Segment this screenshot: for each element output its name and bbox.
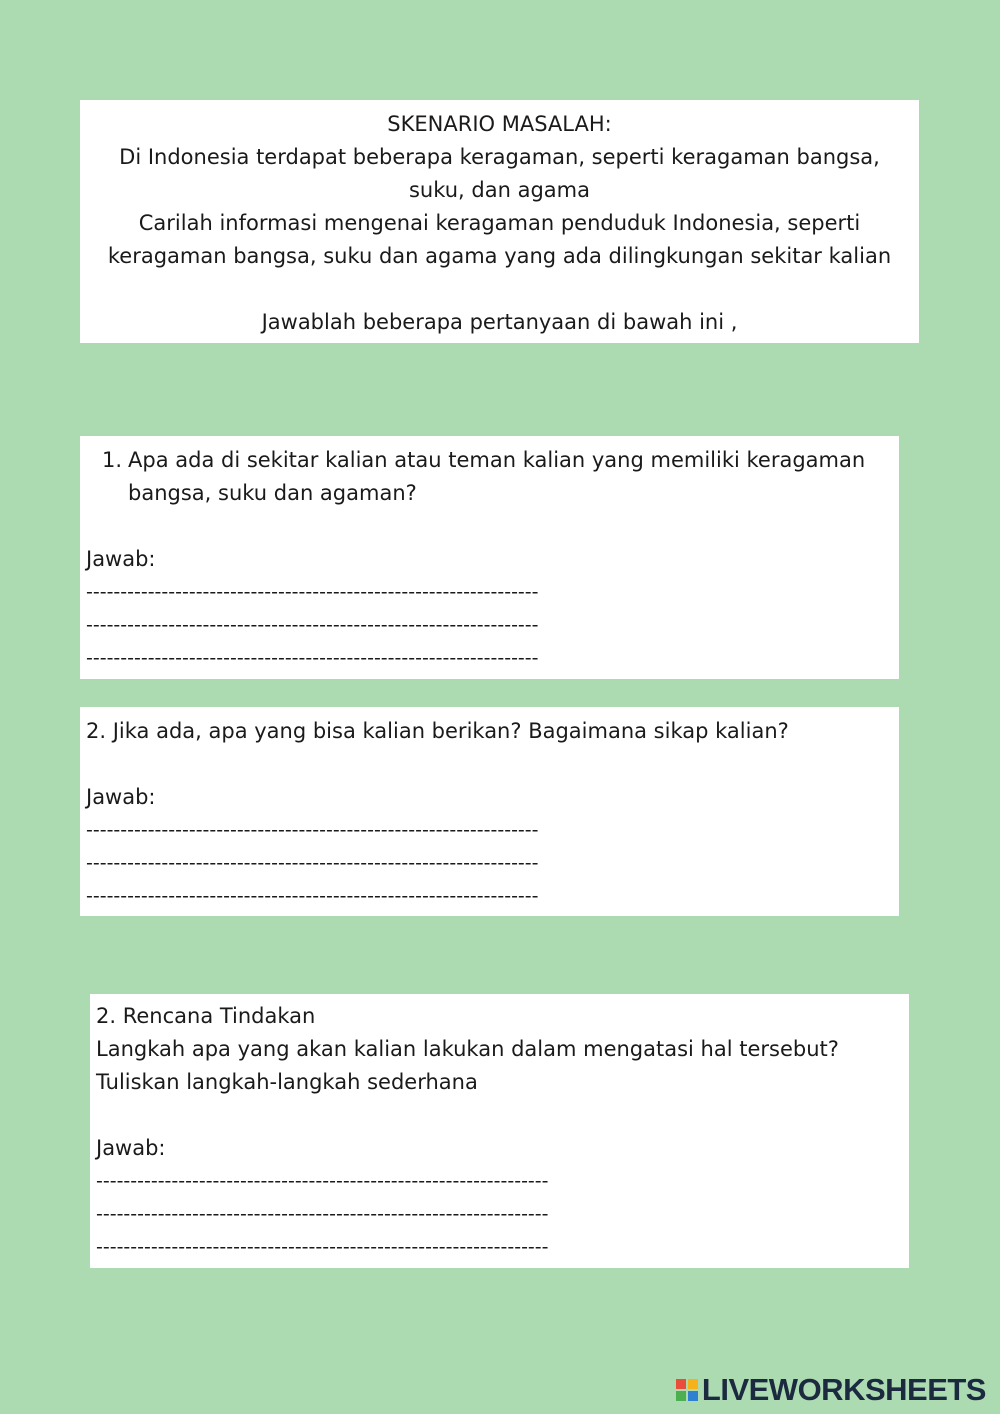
scenario-text-line: keragaman bangsa, suku dan agama yang ada dilingkungan sekitar kalian xyxy=(107,244,892,268)
scenario-title: SKENARIO MASALAH: xyxy=(387,112,612,136)
answer-line[interactable]: ------------------------------------------------------------------ xyxy=(86,647,539,669)
question-1-box xyxy=(80,436,899,679)
question-1-line: bangsa, suku dan agaman? xyxy=(128,481,417,505)
logo-square xyxy=(688,1379,698,1389)
spacer xyxy=(96,1099,903,1132)
question-2-text: 2. Jika ada, apa yang bisa kalian berikan? Bagaimana sikap kalian? xyxy=(86,719,789,743)
answer-line[interactable]: ------------------------------------------------------------------ xyxy=(96,1236,549,1258)
scenario-box xyxy=(80,100,919,343)
scenario-text-line: Carilah informasi mengenai keragaman penduduk Indonesia, seperti xyxy=(138,211,861,235)
scenario-spacer xyxy=(90,273,909,306)
action-plan-question: Tuliskan langkah-langkah sederhana xyxy=(96,1070,478,1094)
logo-square xyxy=(676,1391,686,1401)
answer-label: Jawab: xyxy=(86,547,156,571)
scenario-text-line: suku, dan agama xyxy=(408,178,590,202)
action-plan-question: Langkah apa yang akan kalian lakukan dalam mengatasi hal tersebut? xyxy=(96,1037,839,1061)
question-1-text xyxy=(86,444,893,510)
brand-name: LIVEWORKSHEETS xyxy=(701,1372,986,1407)
logo-square xyxy=(688,1391,698,1401)
question-1-line: Apa ada di sekitar kalian atau teman kalian yang memiliki keragaman xyxy=(128,448,866,472)
answer-line[interactable]: ------------------------------------------------------------------ xyxy=(86,819,539,841)
answer-line[interactable]: ------------------------------------------------------------------ xyxy=(86,852,539,874)
answer-line[interactable]: ------------------------------------------------------------------ xyxy=(96,1170,549,1192)
action-plan-box xyxy=(90,994,909,1268)
answer-line[interactable]: ------------------------------------------------------------------ xyxy=(86,885,539,907)
logo-mark-icon xyxy=(676,1379,698,1401)
action-plan-heading: 2. Rencana Tindakan xyxy=(96,1004,316,1028)
question-1-number: 1. xyxy=(102,448,123,472)
logo-square xyxy=(676,1379,686,1389)
answer-line[interactable]: ------------------------------------------------------------------ xyxy=(86,614,539,636)
scenario-text-line: Di Indonesia terdapat beberapa keragaman, seperti keragaman bangsa, xyxy=(119,145,880,169)
spacer xyxy=(86,510,893,543)
spacer xyxy=(86,748,893,781)
liveworksheets-logo xyxy=(676,1372,986,1408)
answer-label: Jawab: xyxy=(96,1136,166,1160)
scenario-instruction: Jawablah beberapa pertanyaan di bawah ini , xyxy=(261,310,738,334)
answer-line[interactable]: ------------------------------------------------------------------ xyxy=(96,1203,549,1225)
answer-line[interactable]: ------------------------------------------------------------------ xyxy=(86,581,539,603)
question-2-box xyxy=(80,707,899,916)
answer-label: Jawab: xyxy=(86,785,156,809)
